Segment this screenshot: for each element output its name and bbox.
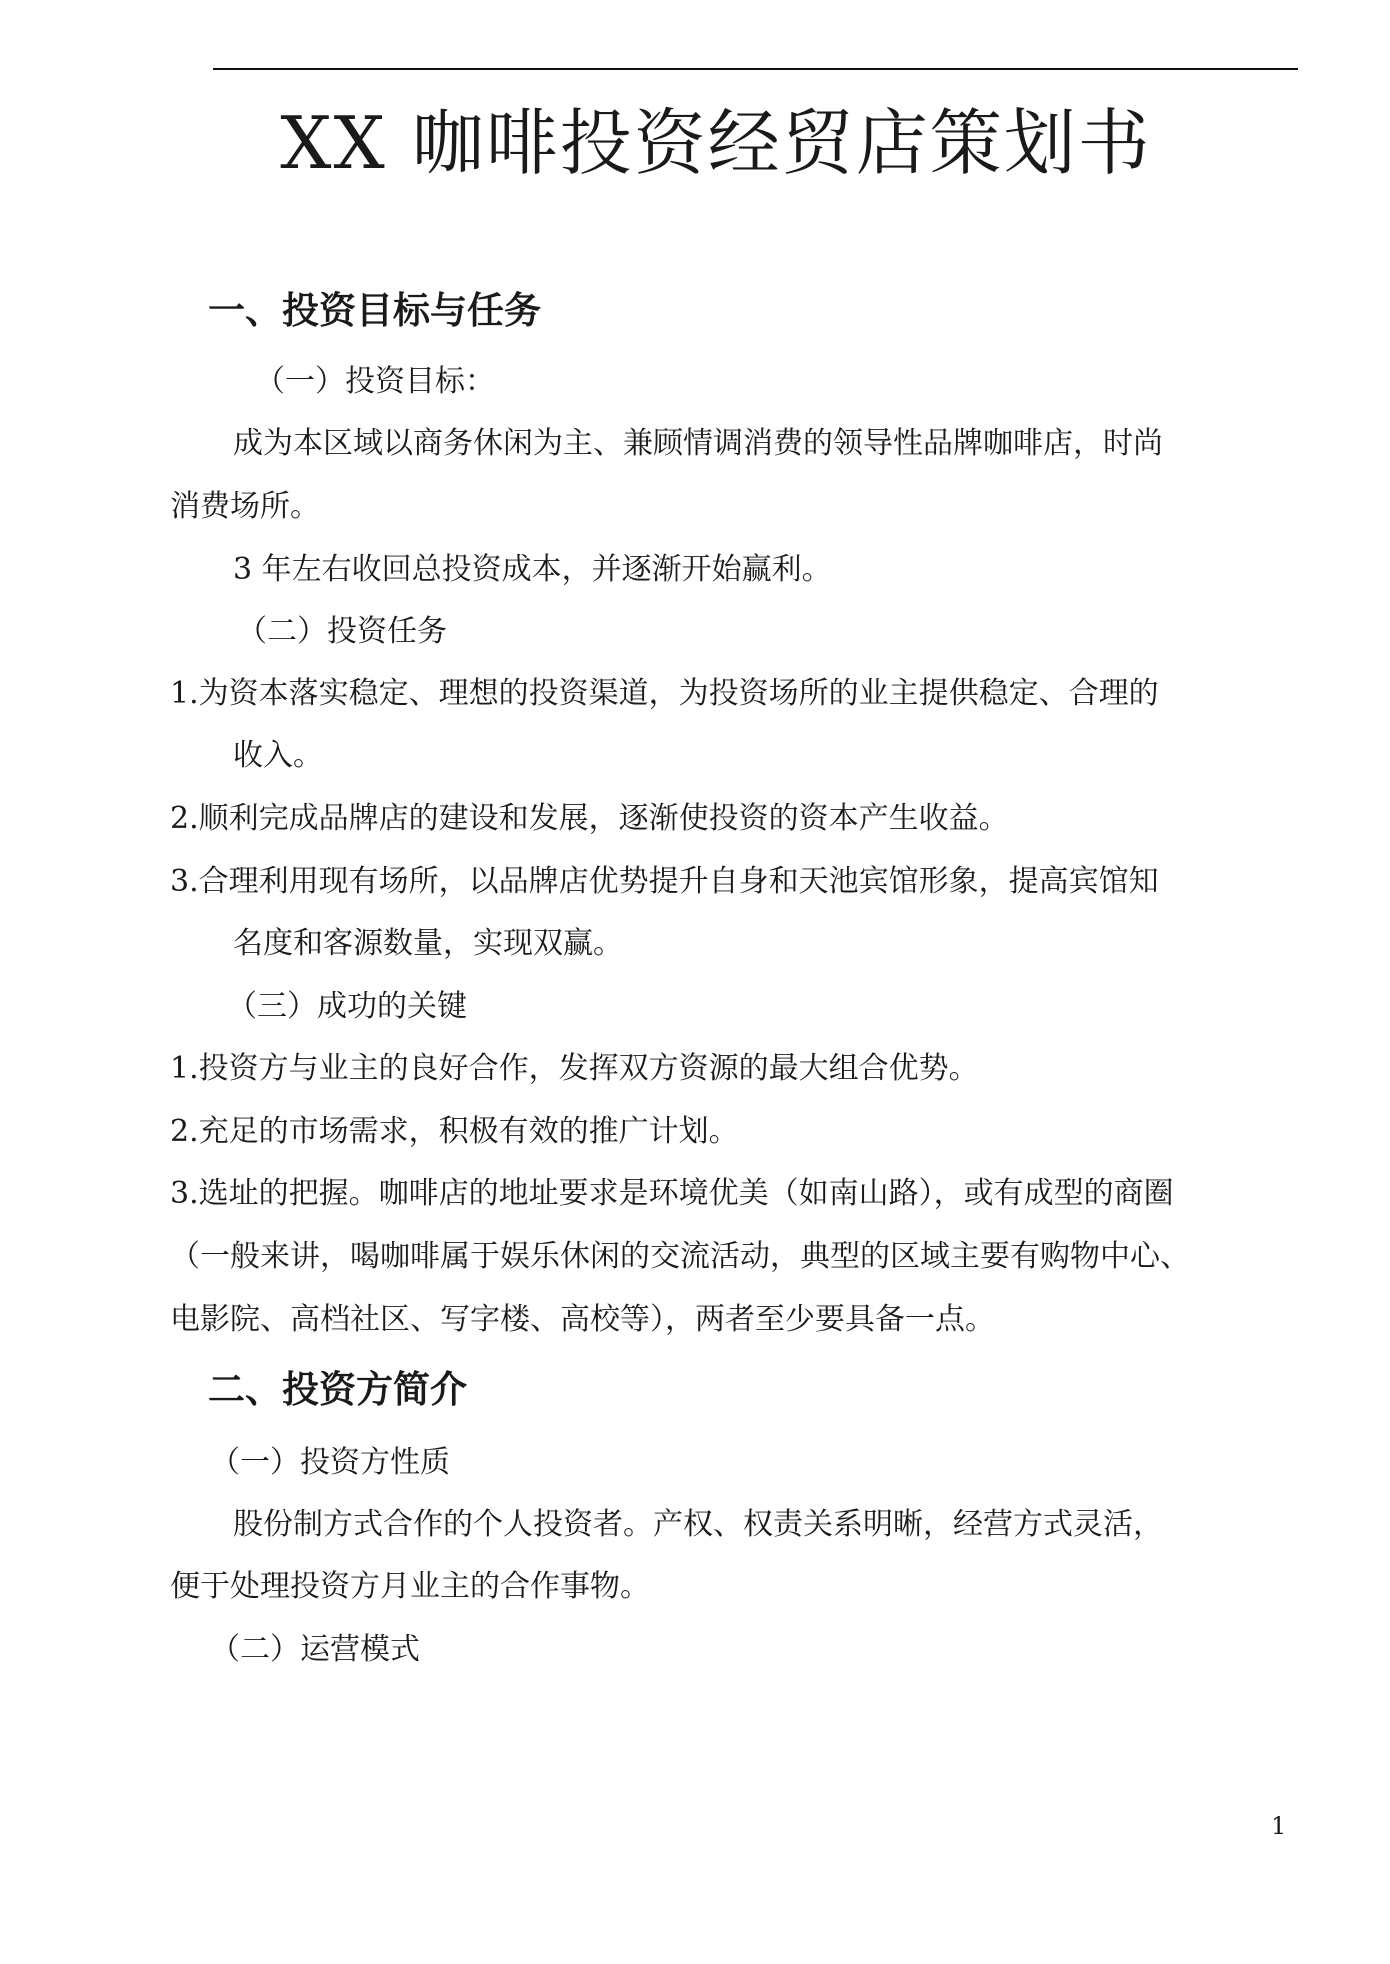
paragraph-line: 成为本区域以商务休闲为主、兼顾情调消费的领导性品牌咖啡店，时尚 — [233, 426, 1163, 461]
paragraph-line: 便于处理投资方月业主的合作事物。 — [170, 1569, 650, 1604]
list-item: 2.顺利完成品牌店的建设和发展，逐渐使投资的资本产生收益。 — [170, 801, 1009, 836]
list-item: 3.选址的把握。咖啡店的地址要求是环境优美（如南山路），或有成型的商圈 — [170, 1176, 1174, 1211]
list-item: 1.为资本落实稳定、理想的投资渠道，为投资场所的业主提供稳定、合理的 — [170, 676, 1159, 711]
paragraph-line: 消费场所。 — [170, 489, 320, 524]
list-item-continuation: 名度和客源数量，实现双赢。 — [233, 926, 623, 961]
paragraph-line: 股份制方式合作的个人投资者。产权、权责关系明晰，经营方式灵活， — [233, 1507, 1163, 1542]
paragraph-line: 3 年左右收回总投资成本，并逐渐开始赢利。 — [233, 552, 832, 587]
document-title: XX 咖啡投资经贸店策划书 — [280, 101, 1152, 185]
section-1-heading: 一、投资目标与任务 — [208, 288, 541, 332]
list-item-continuation: （一般来讲，喝咖啡属于娱乐休闲的交流活动，典型的区域主要有购物中心、 — [170, 1239, 1190, 1274]
section-2-sub-1-heading: （一）投资方性质 — [210, 1445, 450, 1480]
page-number: 1 — [1271, 1812, 1287, 1840]
section-1-sub-3-heading: （三）成功的关键 — [227, 989, 467, 1024]
list-item: 1.投资方与业主的良好合作，发挥双方资源的最大组合优势。 — [170, 1051, 979, 1086]
list-item: 2.充足的市场需求，积极有效的推广计划。 — [170, 1114, 739, 1149]
list-item: 3.合理利用现有场所，以品牌店优势提升自身和天池宾馆形象，提高宾馆知 — [170, 864, 1159, 899]
section-1-sub-1-heading: （一）投资目标： — [255, 364, 495, 399]
section-1-sub-2-heading: （二）投资任务 — [237, 614, 447, 649]
list-item-continuation: 电影院、高档社区、写字楼、高校等），两者至少要具备一点。 — [170, 1302, 995, 1337]
section-2-sub-2-heading: （二）运营模式 — [210, 1632, 420, 1667]
section-2-heading: 二、投资方简介 — [208, 1367, 467, 1411]
list-item-continuation: 收入。 — [233, 738, 323, 773]
header-rule — [213, 68, 1298, 70]
